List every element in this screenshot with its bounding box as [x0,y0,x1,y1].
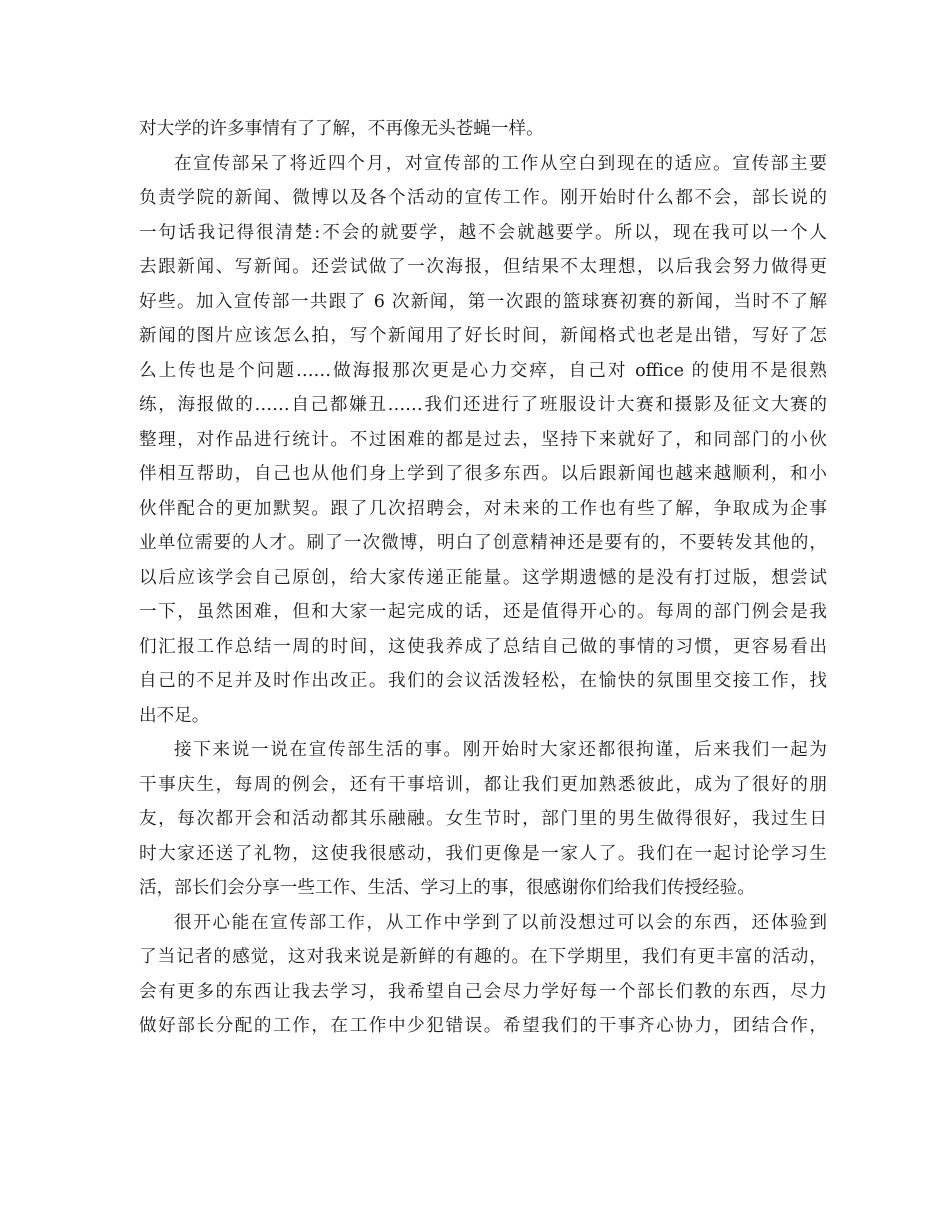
text-line: 对大学的许多事情有了了解，不再像无头苍蝇一样。 [139,119,544,139]
paragraph [139,112,827,147]
text-line: 接下来说一说在宣传部生活的事。刚开始时大家还都很拘谨，后来我们一起为 [174,740,827,760]
text-line: 一句话我记得很清楚:不会的就要学，越不会就越要学。所以，现在我可以一个人 [139,222,827,243]
text-line: 伴相互帮助，自己也从他们身上学到了很多东西。以后跟新闻也越来越顺利，和小 [139,464,827,484]
text-line: 业单位需要的人才。刷了一次微博，明白了创意精神还是要有的，不要转发其他的， [139,533,827,553]
paragraph [139,147,827,734]
text-line: 很开心能在宣传部工作，从工作中学到了以前没想过可以会的东西，还体验到 [174,912,827,933]
text-line: 好些。加入宣传部一共跟了 6 次新闻，第一次跟的篮球赛初赛的新闻，当时不了解 [139,291,827,312]
text-line: 以后应该学会自己原创，给大家传递正能量。这学期遗憾的是没有打过版，想尝试 [139,567,827,588]
text-line: 练，海报做的……自己都嫌丑……我们还进行了班服设计大赛和摄影及征文大赛的 [139,395,827,415]
text-line: 友，每次都开会和活动都其乐融融。女生节时，部门里的男生做得很好，我过生日 [139,809,827,829]
text-line: 干事庆生，每周的例会，还有干事培训，都让我们更加熟悉彼此，成为了很好的朋 [139,774,827,795]
text-line: 自己的不足并及时作出改正。我们的会议活泼轻松，在愉快的氛围里交接工作，找 [139,671,827,691]
paragraph [139,733,827,906]
text-line: 去跟新闻、写新闻。还尝试做了一次海报，但结果不太理想，以后我会努力做得更 [139,257,827,277]
text-line: 在宣传部呆了将近四个月，对宣传部的工作从空白到现在的适应。宣传部主要 [174,153,827,174]
paragraph [139,906,827,1044]
document-body [139,112,827,1044]
text-line: 了当记者的感觉，这对我来说是新鲜的有趣的。在下学期里，我们有更丰富的活动， [139,947,827,967]
text-line: 么上传也是个问题……做海报那次更是心力交瘁，自己对 office 的使用不是很熟 [139,360,827,381]
text-line: 出不足。 [139,705,210,726]
text-line: 们汇报工作总结一周的时间，这使我养成了总结自己做的事情的习惯，更容易看出 [139,636,827,657]
text-line: 活，部长们会分享一些工作、生活、学习上的事，很感谢你们给我们传授经验。 [139,878,755,898]
text-line: 时大家还送了礼物，这使我很感动，我们更像是一家人了。我们在一起讨论学习生 [139,843,827,864]
text-line: 新闻的图片应该怎么拍，写个新闻用了好长时间，新闻格式也老是出错，写好了怎 [139,326,827,346]
text-line: 整理，对作品进行统计。不过困难的都是过去，坚持下来就好了，和同部门的小伙 [139,429,827,450]
text-line: 伙伴配合的更加默契。跟了几次招聘会，对未来的工作也有些了解，争取成为企事 [139,498,827,519]
text-line: 负责学院的新闻、微博以及各个活动的宣传工作。刚开始时什么都不会，部长说的 [139,188,827,208]
text-line: 一下，虽然困难，但和大家一起完成的话，还是值得开心的。每周的部门例会是我 [139,602,827,622]
text-line: 会有更多的东西让我去学习，我希望自己会尽力学好每一个部长们教的东西，尽力 [139,981,827,1002]
text-line: 做好部长分配的工作，在工作中少犯错误。希望我们的干事齐心协力，团结合作， [139,1016,827,1036]
